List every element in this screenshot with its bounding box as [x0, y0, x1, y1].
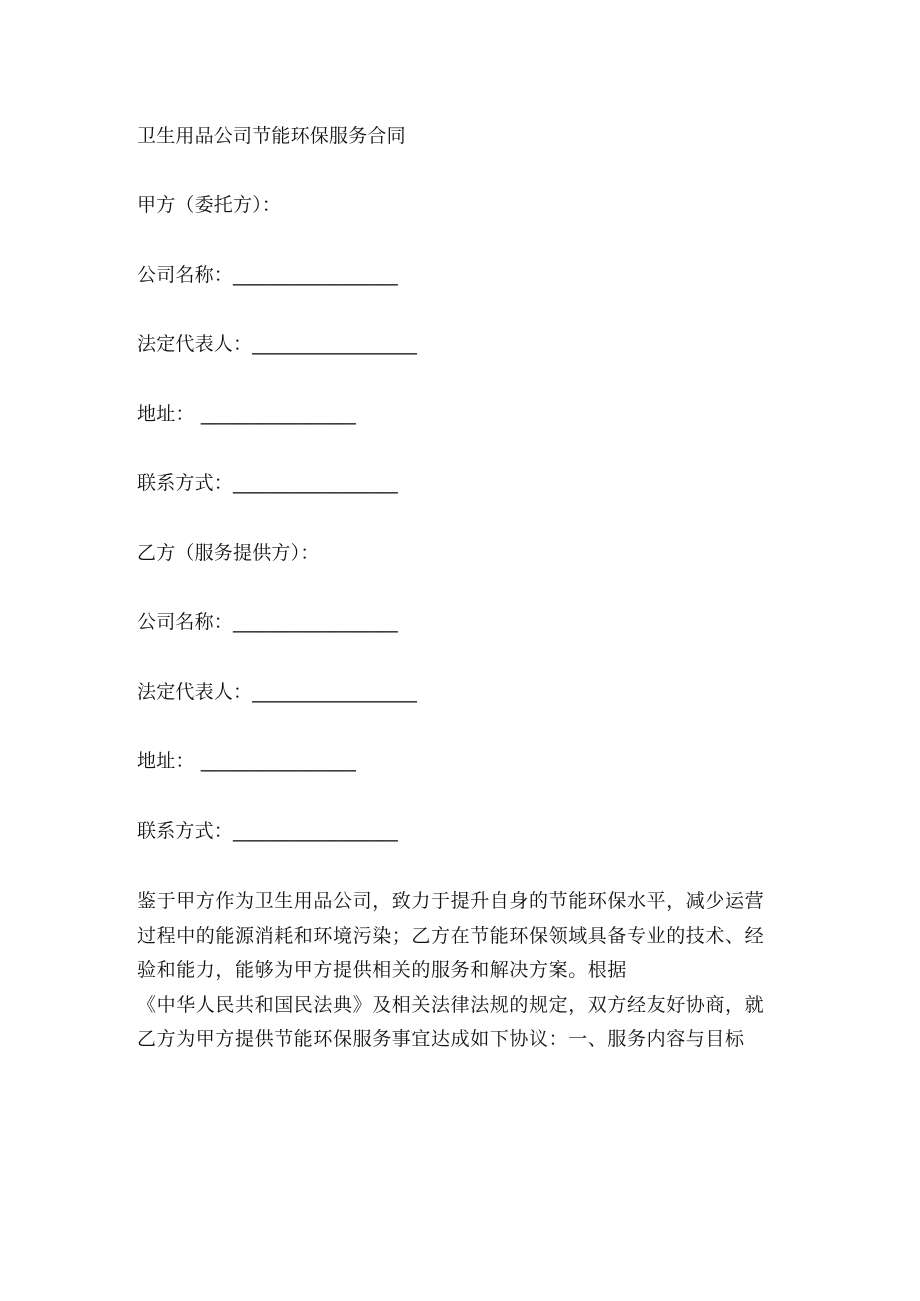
preamble-line: 乙方为甲方提供节能环保服务事宜达成如下协议：一、服务内容与目标	[137, 1028, 745, 1050]
party-b-contact-blank: _________________	[233, 820, 398, 842]
party-a-address-blank: ________________	[200, 403, 357, 425]
party-a-rep-label: 法定代表人：	[137, 333, 253, 355]
party-a-address-label: 地址：	[137, 403, 195, 425]
party-a-contact-blank: _________________	[233, 472, 398, 494]
party-a-heading: 甲方（委托方）：	[137, 194, 282, 216]
party-b-address-row	[137, 749, 356, 773]
party-b-company-blank: _________________	[233, 611, 398, 633]
preamble-line: 过程中的能源消耗和环境污染；乙方在节能环保领域具备专业的技术、经	[137, 924, 765, 947]
preamble-line: 《中华人民共和国民法典》及相关法律法规的规定，双方经友好协商，就	[137, 993, 765, 1016]
party-b-address-blank: ________________	[200, 750, 357, 772]
party-b-rep-blank: _________________	[252, 681, 418, 703]
document-title: 卫生用品公司节能环保服务合同	[137, 125, 406, 147]
party-a-company-label: 公司名称：	[137, 264, 234, 286]
party-b-address-label: 地址：	[137, 750, 195, 772]
party-a-contact-row	[137, 471, 398, 495]
preamble-line: 鉴于甲方作为卫生用品公司，致力于提升自身的节能环保水平，减少运营	[137, 890, 765, 912]
party-b-company-row	[137, 610, 398, 634]
party-b-heading: 乙方（服务提供方）：	[137, 542, 320, 564]
party-a-contact-label: 联系方式：	[137, 472, 234, 494]
party-a-company-blank: _________________	[233, 264, 398, 286]
party-b-rep-label: 法定代表人：	[137, 681, 253, 703]
party-a-rep-blank: _________________	[252, 333, 418, 355]
party-a-company-row	[137, 263, 398, 287]
party-b-rep-row	[137, 680, 417, 704]
party-b-contact-label: 联系方式：	[137, 820, 234, 842]
party-b-company-label: 公司名称：	[137, 611, 234, 633]
party-a-rep-row	[137, 332, 417, 356]
party-b-contact-row	[137, 819, 398, 843]
preamble-line: 验和能力，能够为甲方提供相关的服务和解决方案。根据	[137, 959, 628, 981]
party-a-address-row	[137, 402, 356, 426]
preamble-paragraph	[137, 884, 787, 1057]
